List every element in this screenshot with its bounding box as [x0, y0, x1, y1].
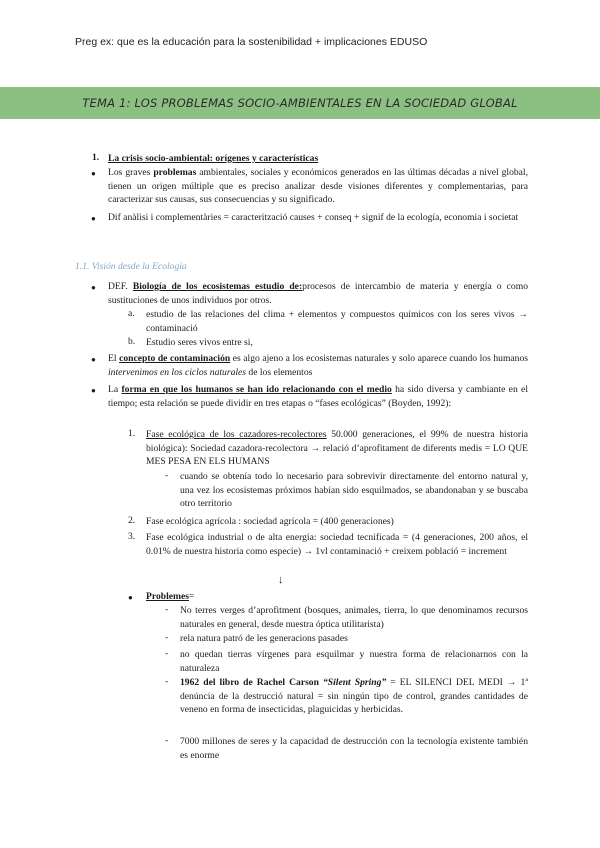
- down-arrow: ↓: [278, 574, 284, 586]
- list-item-b: Estudio seres vivos entre si,: [146, 337, 253, 348]
- phase-2: Fase ecológica agrícola : sociedad agrícola = (400 generaciones): [146, 516, 394, 527]
- problemes-heading: Problemes=: [146, 591, 195, 602]
- dash: -: [165, 470, 169, 481]
- paragraph-forma: La forma en que los humanos se han ido relacionando con el medio ha sido diversa y cambiante en el tiempo; esta relación se puede dividir en tres etapas o “fases ecológicas” (Boyden, 1992):: [108, 384, 528, 409]
- problem-4: 1962 del libro de Rachel Carson “Silent Spring” = EL SILENCI DEL MEDI → 1ª denúncia de la destrucció natural = sin ningún tipo de control, grandes cantidades de veneno en forma de insecticidas, plaguicidas y herbicidas.: [180, 677, 529, 716]
- bullet: ●: [91, 355, 96, 364]
- bullet: ●: [91, 214, 96, 223]
- problem-1: No terres verges d’aprofitment (bosques, animales, tierra, lo que denominamos recursos naturales en general, desde nuestra óptica utilitarista): [180, 605, 528, 630]
- paragraph-contaminacion: El concepto de contaminación es algo ajeno a los ecosistemas naturales y solo aparece cuando los humanos intervenimos en los ciclos naturales de los elementos: [108, 353, 529, 378]
- bullet: ●: [91, 169, 96, 178]
- paragraph-analisis: Dif anàlisi i complementàries = caracterització causes + conseq + signif de la ecología, economia i societat: [108, 212, 519, 223]
- list-label-b: b.: [128, 336, 136, 347]
- phase-number-3: 3.: [128, 531, 136, 542]
- bullet: ●: [91, 283, 96, 292]
- phase-number-1: 1.: [128, 428, 136, 439]
- dash: -: [165, 648, 169, 659]
- dash: -: [165, 604, 169, 615]
- phase-1: Fase ecológica de los cazadores-recolectores 50.000 generaciones, el 99% de nuestra historia biológica): Sociedad cazadora-recolectora → relació d’aprofitament de diferents medis = LO QUE MES PESA EN ELS HUMANS: [146, 429, 529, 468]
- definition-ecology: DEF. Biología de los ecosistemas estudio de:procesos de intercambio de materia y energía o como sustituciones de unos individuos por otros.: [108, 281, 528, 306]
- subsection-heading: 1.1. Visión desde la Ecología: [75, 261, 187, 272]
- page-header: Preg ex: que es la educación para la sostenibilidad + implicaciones EDUSO: [75, 36, 428, 48]
- bullet: ●: [91, 386, 96, 395]
- problem-5: 7000 millones de seres y la capacidad de destrucción con la tecnología existente también es enorme: [180, 736, 528, 761]
- phase-1-detail: cuando se obtenía todo lo necesario para sobrevivir directamente del entorno natural y, una vez los ecosistemas próximos habían sido esquilmados, se abandonaban y se buscaba otro territorio: [180, 471, 528, 510]
- paragraph-problemas: Los graves problemas ambientales, sociales y económicos generados en las últimas décadas a nivel global, tienen un origen múltiple que es preciso analizar desde visiones diferentes y complementarias, para caracterizar sus causas, sus consecuencias y su significado.: [108, 167, 528, 206]
- section-number: 1.: [92, 152, 100, 163]
- problem-3: no quedan tierras vírgenes para esquilmar y nuestra forma de relacionarnos con la naturaleza: [180, 649, 528, 674]
- list-label-a: a.: [128, 308, 135, 319]
- bullet: ●: [128, 593, 133, 602]
- phase-number-2: 2.: [128, 515, 136, 526]
- phase-3: Fase ecológica industrial o de alta energía: sociedad tecnificada = (4 generaciones, 200 años, el 0.01% de nuestra historia como especie) → 1vl contaminació + creixem població = increment: [146, 532, 528, 557]
- problem-2: rela natura patró de les generacions pasades: [180, 633, 348, 644]
- section-heading: La crisis socio-ambiental: orígenes y características: [108, 153, 319, 164]
- dash: -: [165, 632, 169, 643]
- dash: -: [165, 735, 169, 746]
- list-item-a: estudio de las relaciones del clima + elementos y compuestos químicos con los seres vivos → contaminació: [146, 309, 528, 334]
- dash: -: [165, 676, 169, 687]
- page-title: TEMA 1: LOS PROBLEMAS SOCIO-AMBIENTALES EN LA SOCIEDAD GLOBAL: [82, 96, 518, 110]
